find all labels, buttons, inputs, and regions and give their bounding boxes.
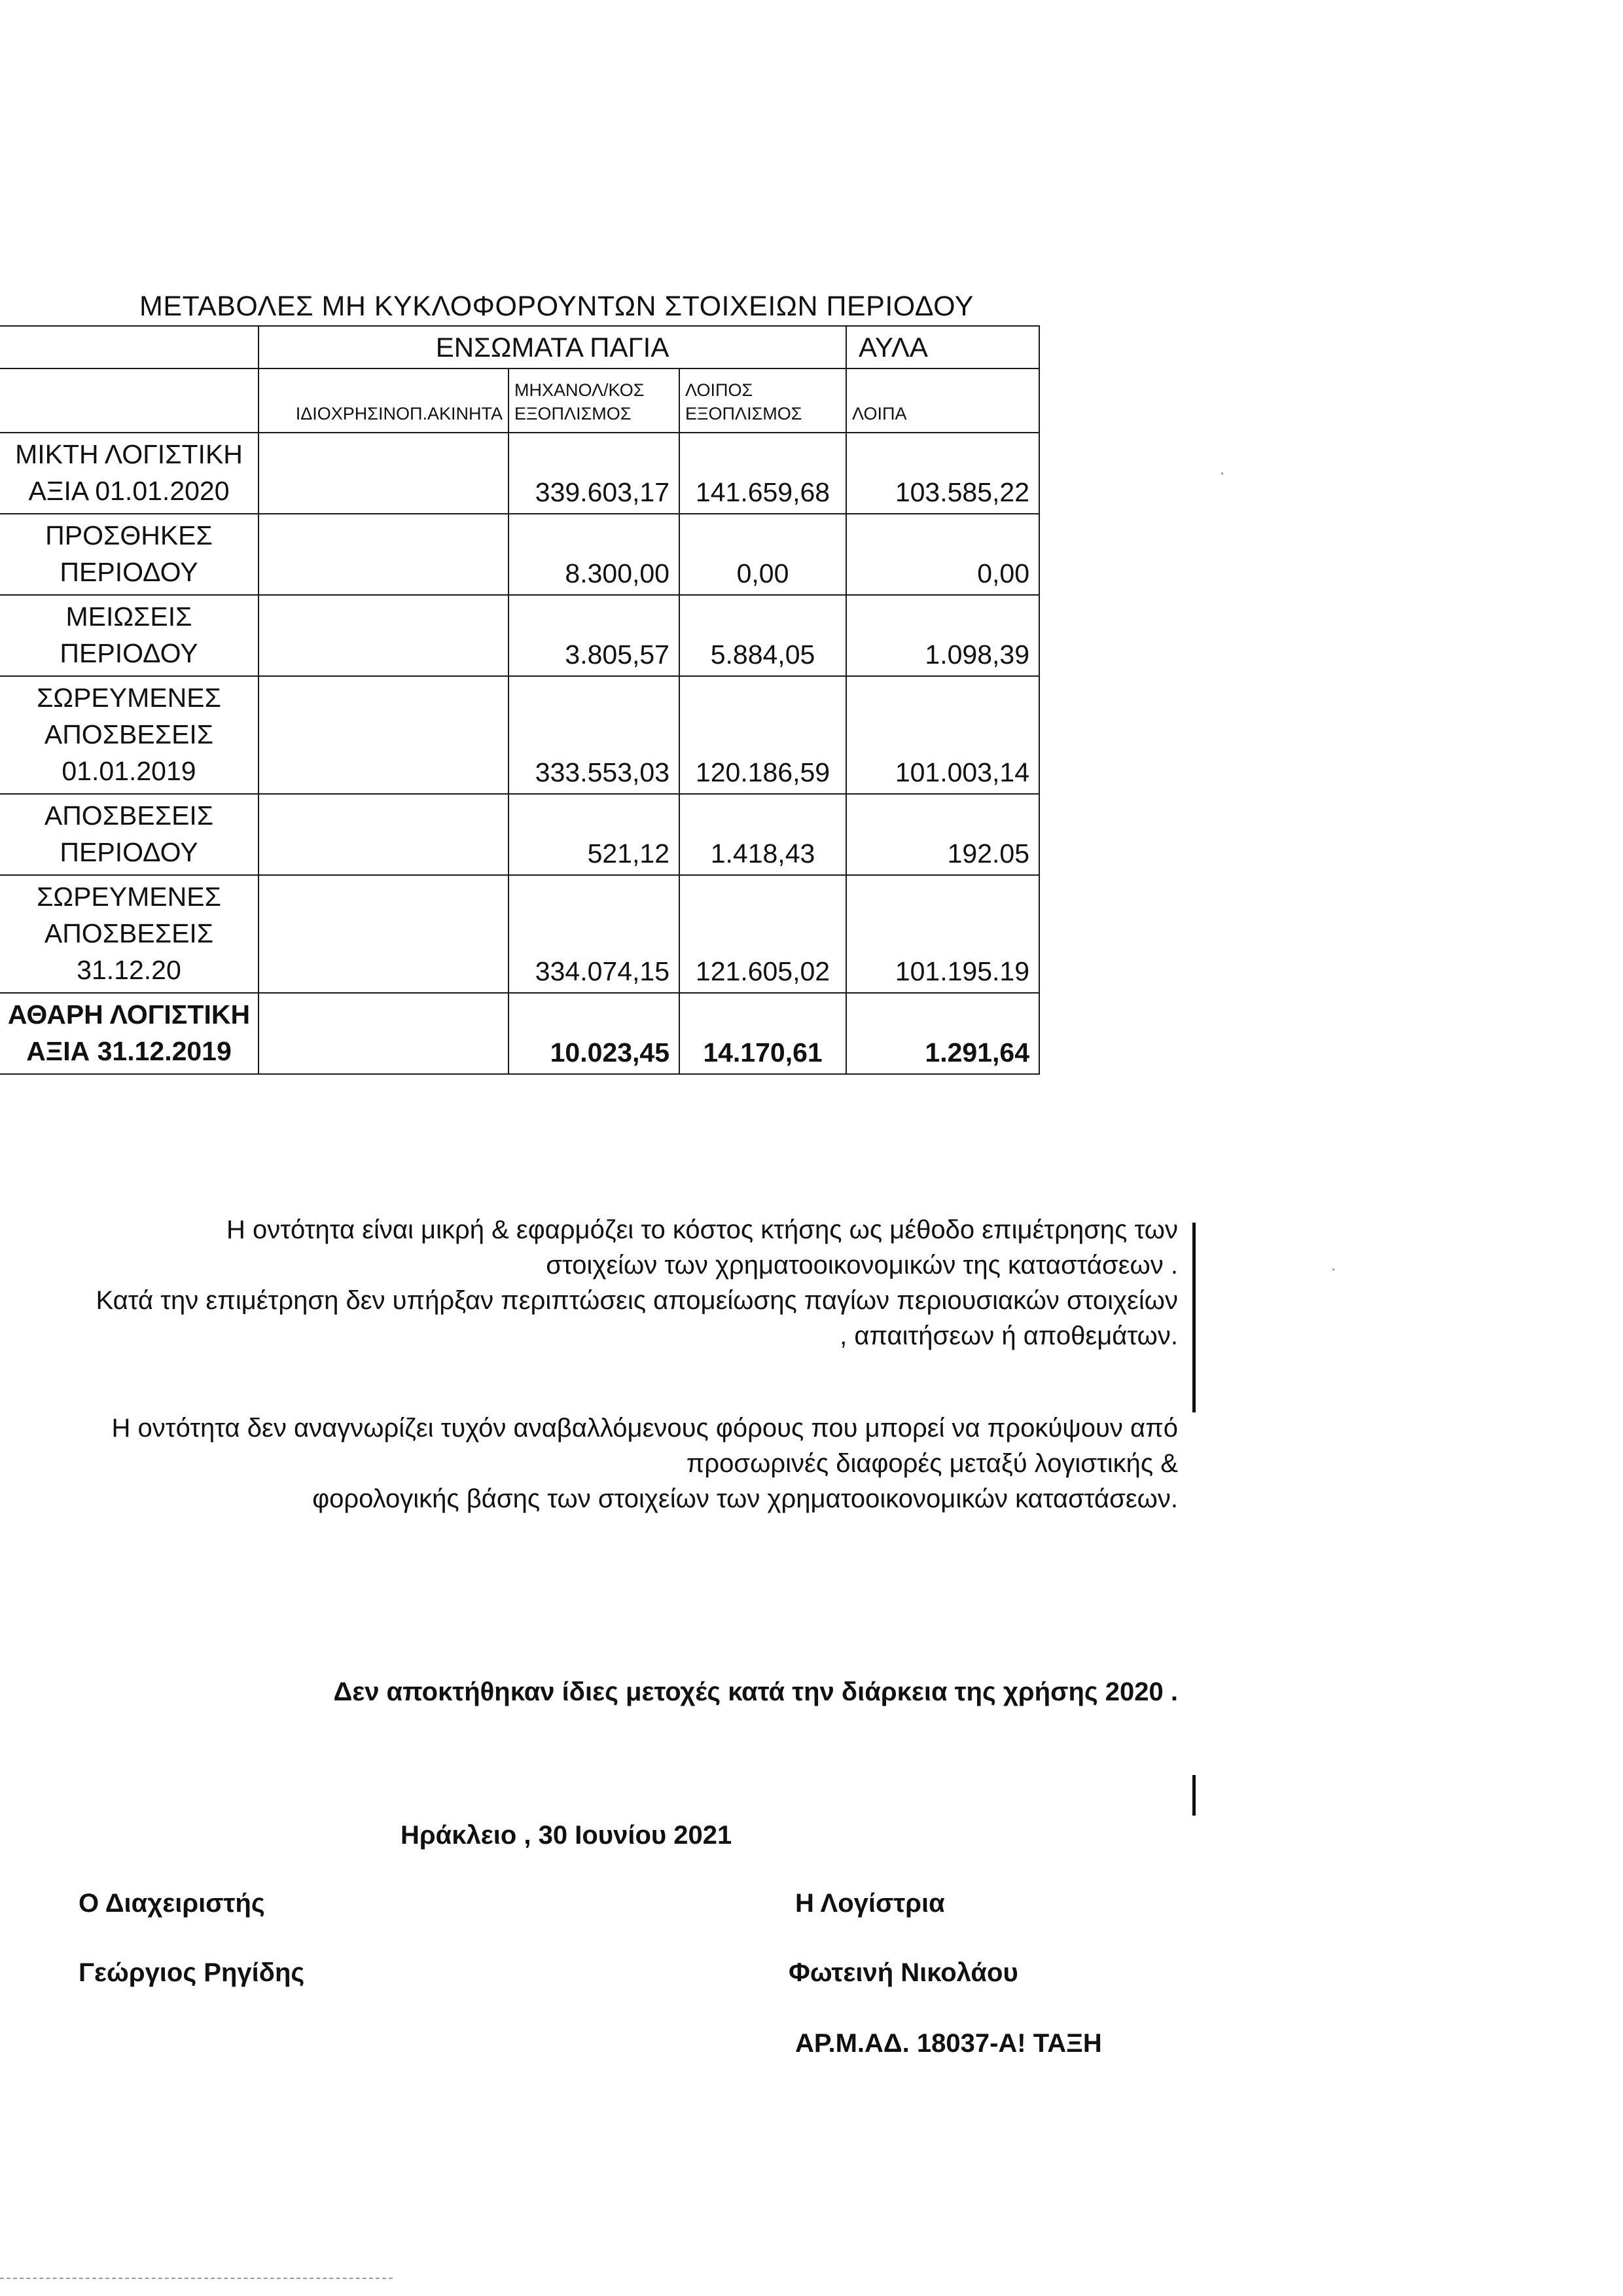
- row-label-line: 31.12.20: [77, 955, 181, 985]
- value-cell: 101.003,14: [846, 676, 1039, 794]
- value-cell: [259, 514, 508, 595]
- place-date: Ηράκλειο , 30 Ιουνίου 2021: [401, 1821, 732, 1850]
- value-cell: [259, 676, 508, 794]
- note-line: Η οντότητα δεν αναγνωρίζει τυχόν αναβαλλόμενους φόρους που μπορεί να προκύψουν από: [111, 1414, 1178, 1443]
- value-cell: [259, 993, 508, 1074]
- table-group-header-row: [0, 326, 1039, 368]
- note-line: Η οντότητα είναι μικρή & εφαρμόζει το κόστος κτήσης ως μέθοδο επιμέτρησης των: [226, 1215, 1178, 1244]
- row-label-line: ΠΕΡΙΟΔΟΥ: [60, 837, 198, 867]
- row-label-line: 01.01.2019: [62, 756, 196, 786]
- row-label-line: ΠΡΟΣΘΗΚΕΣ: [45, 520, 213, 550]
- value-cell: 339.603,17: [508, 433, 679, 514]
- value-cell: 14.170,61: [679, 993, 846, 1074]
- row-label: [0, 875, 259, 993]
- accountant-title: Η Λογίστρια: [795, 1889, 945, 1918]
- note-line: στοιχείων των χρηματοοικονομικών της καταστάσεων .: [546, 1251, 1178, 1280]
- value-cell: 521,12: [508, 794, 679, 875]
- note-line: Κατά την επιμέτρηση δεν υπήρξαν περιπτώσεις απομείωσης παγίων περιουσιακών στοιχείων: [96, 1286, 1178, 1315]
- table-row: [0, 433, 1039, 514]
- accountant-name: Φωτεινή Νικολάου: [789, 1958, 1018, 1987]
- value-cell: 0,00: [679, 514, 846, 595]
- row-label-line: ΑΞΙΑ 01.01.2020: [28, 476, 230, 506]
- row-label: [0, 676, 259, 794]
- row-label-line: ΑΞΙΑ 31.12.2019: [26, 1036, 232, 1066]
- value-cell: 3.805,57: [508, 595, 679, 676]
- value-cell: 1.418,43: [679, 794, 846, 875]
- row-label-line: ΑΠΟΣΒΕΣΕΙΣ: [44, 918, 214, 948]
- note-line: Δεν αποκτήθηκαν ίδιες μετοχές κατά την διάρκεια της χρήσης 2020 .: [333, 1677, 1178, 1706]
- intangible-assets-header: ΑΥΛΑ: [846, 326, 1039, 368]
- other-intangibles-header: ΛΟΙΠΑ: [846, 368, 1039, 433]
- value-cell: 1.098,39: [846, 595, 1039, 676]
- row-label: [0, 433, 259, 514]
- value-cell: 120.186,59: [679, 676, 846, 794]
- accountant-license: ΑΡ.Μ.ΑΔ. 18037-Α! ΤΑΞΗ: [795, 2029, 1102, 2058]
- document-title: ΜΕΤΑΒΟΛΕΣ ΜΗ ΚΥΚΛΟΦΟΡΟΥΝΤΩΝ ΣΤΟΙΧΕΙΩΝ ΠΕΡΙΟΔΟΥ: [139, 291, 974, 322]
- table-sub-header-row: [0, 368, 1039, 433]
- row-label-line: ΠΕΡΙΟΔΟΥ: [60, 638, 198, 668]
- value-cell: [259, 875, 508, 993]
- row-label-line: ΜΙΚΤΗ ΛΟΓΙΣΤΙΚΗ: [15, 439, 243, 469]
- table-row: [0, 875, 1039, 993]
- value-cell: 1.291,64: [846, 993, 1039, 1074]
- other-equipment-header-line2: ΕΞΟΠΛΙΣΜΟΣ: [685, 404, 802, 423]
- owner-occupied-property-header: ΙΔΙΟΧΡΗΣΙΝΟΠ.ΑΚΙΝΗΤΑ: [259, 368, 508, 433]
- margin-bar: [1192, 1775, 1196, 1816]
- row-label-line: ΑΠΟΣΒΕΣΕΙΣ: [44, 800, 214, 831]
- table-row: [0, 993, 1039, 1074]
- margin-bar: [1192, 1223, 1196, 1412]
- value-cell: 101.195.19: [846, 875, 1039, 993]
- value-cell: [259, 794, 508, 875]
- value-cell: 334.074,15: [508, 875, 679, 993]
- value-cell: 10.023,45: [508, 993, 679, 1074]
- value-cell: 141.659,68: [679, 433, 846, 514]
- row-label-line: ΑΘΑΡΗ ΛΟΓΙΣΤΙΚΗ: [7, 999, 251, 1030]
- row-label-line: ΜΕΙΩΣΕΙΣ: [65, 601, 192, 632]
- other-equipment-header-line1: ΛΟΙΠΟΣ: [685, 380, 753, 400]
- tangible-assets-header: ΕΝΣΩΜΑΤΑ ΠΑΓΙΑ: [259, 326, 846, 368]
- row-label: [0, 514, 259, 595]
- header-empty-cell: [0, 326, 259, 368]
- row-label-line: ΠΕΡΙΟΔΟΥ: [60, 557, 198, 587]
- other-equipment-header: [679, 368, 846, 433]
- value-cell: 0,00: [846, 514, 1039, 595]
- row-label-line: ΣΩΡΕΥΜΕΝΕΣ: [37, 882, 221, 912]
- table-row: [0, 595, 1039, 676]
- value-cell: [259, 595, 508, 676]
- scan-speck: [1221, 473, 1223, 475]
- row-label-line: ΑΠΟΣΒΕΣΕΙΣ: [44, 719, 214, 749]
- value-cell: 121.605,02: [679, 875, 846, 993]
- row-label: [0, 993, 259, 1074]
- table-body: [0, 433, 1039, 1074]
- scan-speck: [1332, 1268, 1334, 1270]
- manager-name: Γεώργιος Ρηγίδης: [79, 1958, 305, 1987]
- manager-title: Ο Διαχειριστής: [79, 1889, 265, 1918]
- note-line: φορολογικής βάσης των στοιχείων των χρηματοοικονομικών καταστάσεων.: [312, 1484, 1178, 1513]
- value-cell: 8.300,00: [508, 514, 679, 595]
- value-cell: 103.585,22: [846, 433, 1039, 514]
- table-row: [0, 514, 1039, 595]
- page-bottom-edge: [0, 2278, 393, 2279]
- note-line: , απαιτήσεων ή αποθεμάτων.: [840, 1321, 1178, 1350]
- sub-header-empty-cell: [0, 368, 259, 433]
- value-cell: 5.884,05: [679, 595, 846, 676]
- row-label: [0, 794, 259, 875]
- row-label-line: ΣΩΡΕΥΜΕΝΕΣ: [37, 683, 221, 713]
- machinery-header-line1: ΜΗΧΑΝΟΛ/ΚΟΣ: [514, 380, 645, 400]
- accounting-notes-block-1: [0, 1212, 1178, 1354]
- machinery-header: [508, 368, 679, 433]
- machinery-header-line2: ΕΞΟΠΛΙΣΜΟΣ: [514, 404, 632, 423]
- accounting-notes-block-2: [0, 1410, 1178, 1516]
- value-cell: 192.05: [846, 794, 1039, 875]
- row-label: [0, 595, 259, 676]
- value-cell: [259, 433, 508, 514]
- treasury-shares-note: [0, 1674, 1178, 1710]
- table-row: [0, 676, 1039, 794]
- fixed-assets-table: [0, 325, 1040, 1075]
- table-row: [0, 794, 1039, 875]
- note-line: προσωρινές διαφορές μεταξύ λογιστικής &: [686, 1449, 1178, 1478]
- value-cell: 333.553,03: [508, 676, 679, 794]
